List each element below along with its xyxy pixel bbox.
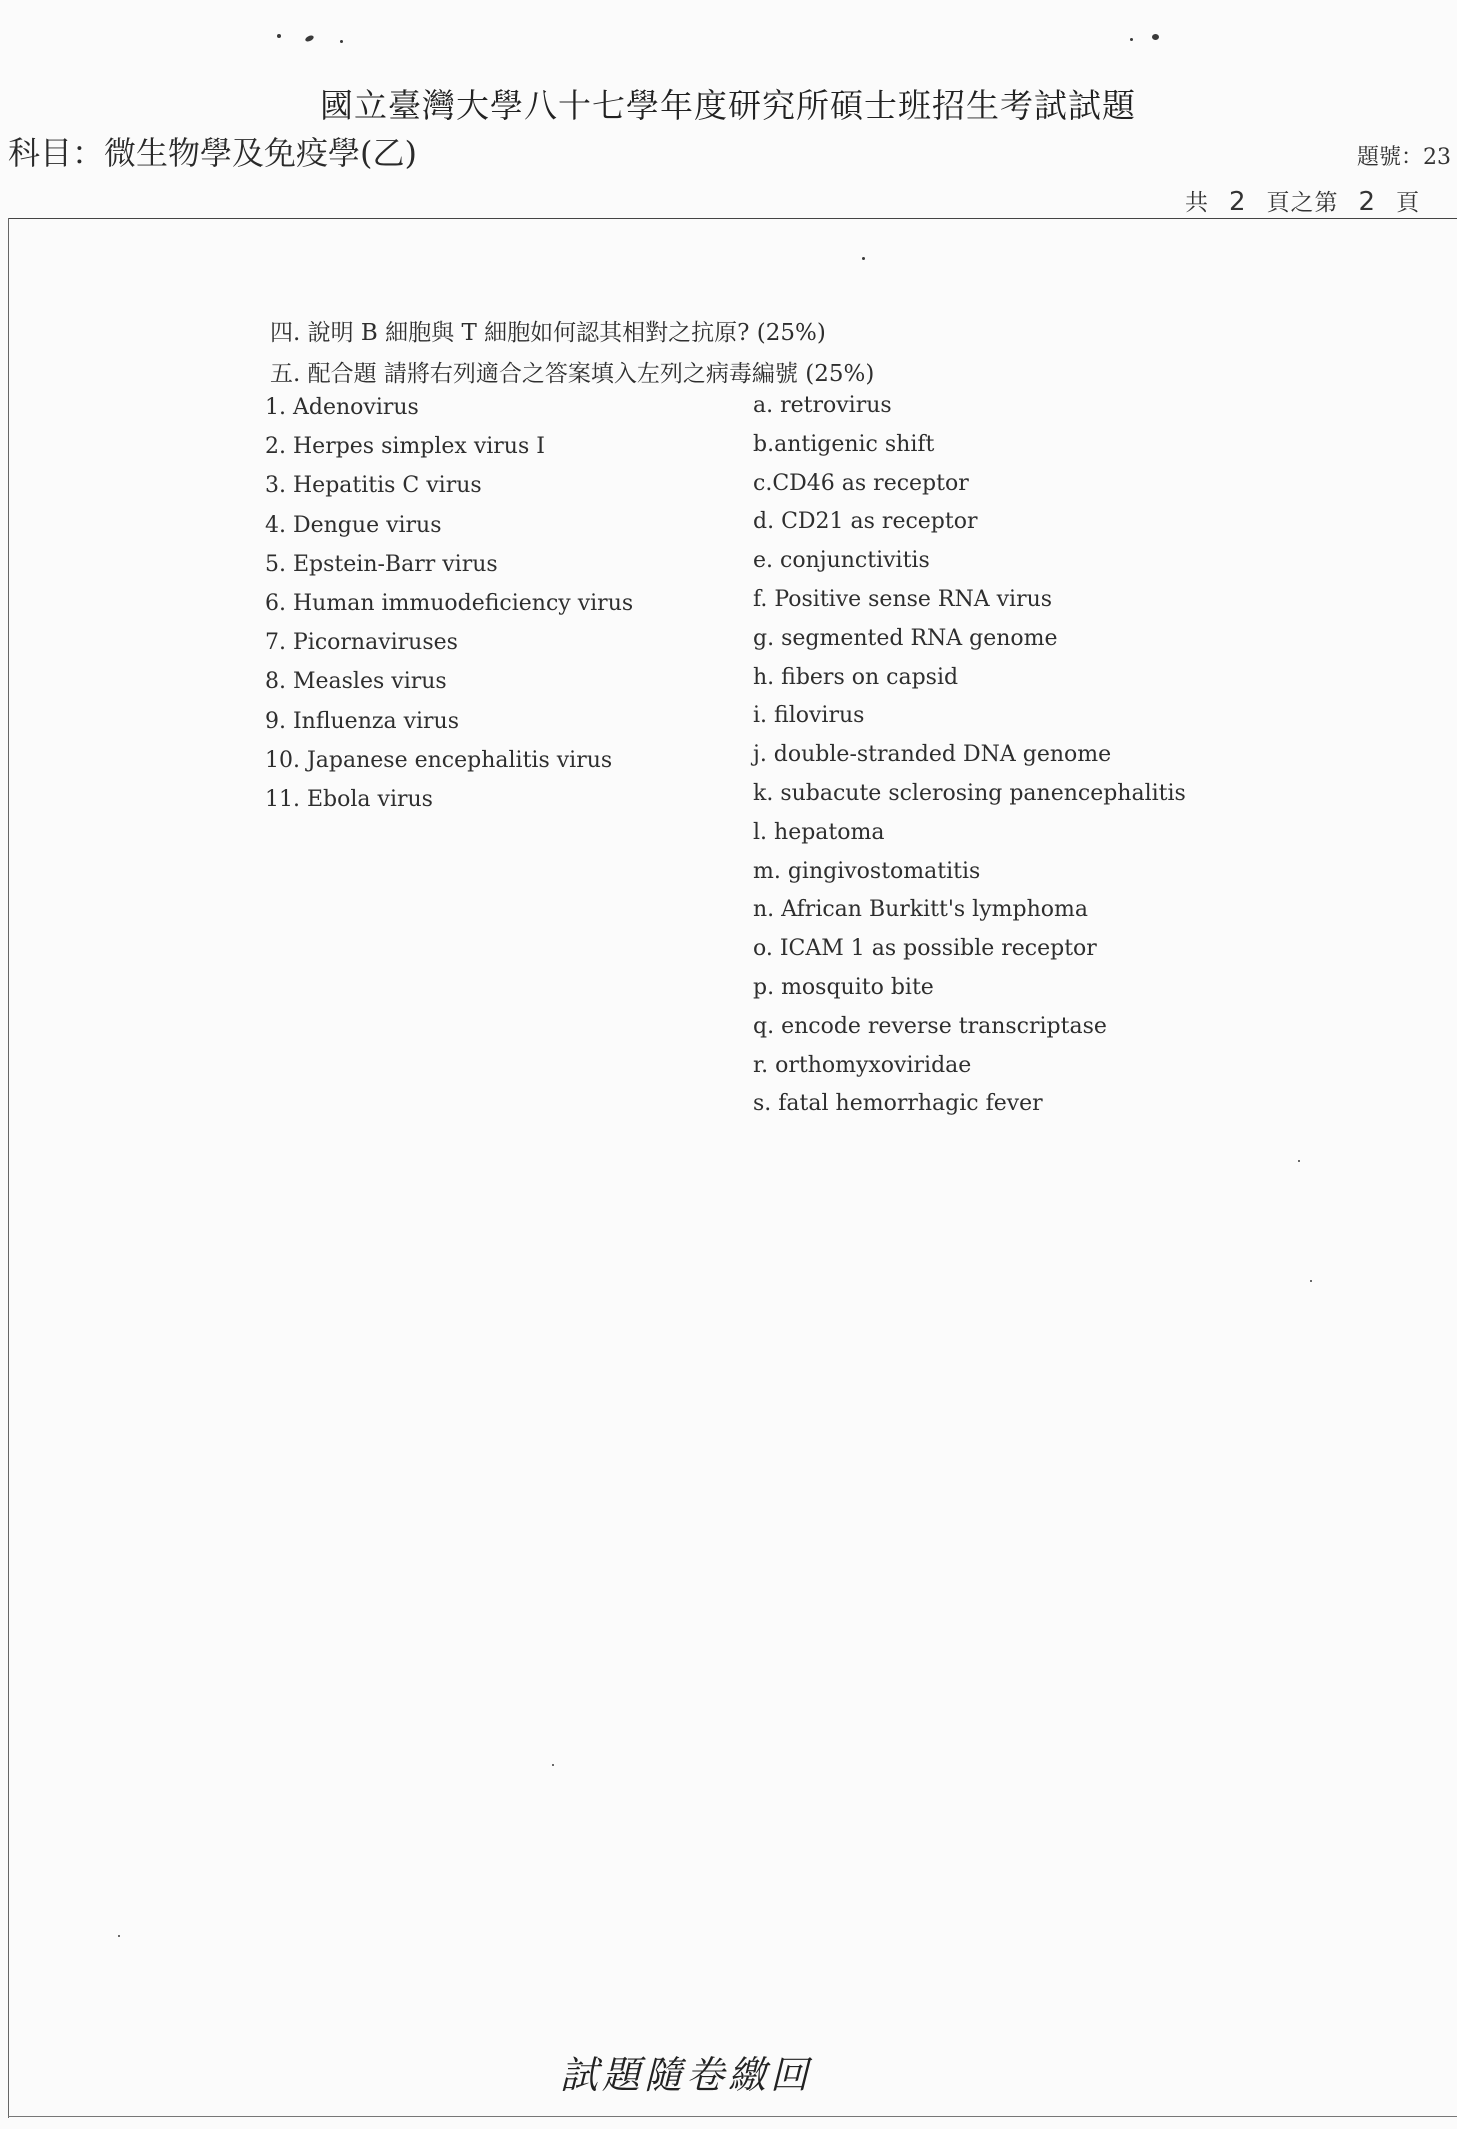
answer-item: l. hepatoma [753, 819, 885, 845]
scan-speck [1298, 1160, 1300, 1162]
answer-item: c.CD46 as receptor [753, 470, 969, 496]
answer-item: p. mosquito bite [753, 975, 934, 1000]
virus-item: 5. Epstein-Barr virus [265, 551, 498, 577]
scan-speck [340, 40, 343, 43]
page-total-prefix: 共 [1185, 190, 1209, 216]
virus-item: 4. Dengue virus [265, 512, 442, 538]
answer-item: f. Positive sense RNA virus [753, 587, 1053, 612]
answer-item: j. double-stranded DNA genome [753, 742, 1112, 768]
virus-item: 10. Japanese encephalitis virus [265, 747, 613, 773]
virus-item: 7. Picornaviruses [265, 630, 458, 656]
answer-item: b.antigenic shift [753, 431, 935, 457]
scan-speck [118, 1935, 120, 1937]
virus-item: 2. Herpes simplex virus I [265, 434, 545, 460]
page-current: 2 [1358, 187, 1377, 217]
exam-title: 國立臺灣大學八十七學年度研究所碩士班招生考試試題 [320, 86, 1136, 125]
scan-speck [1310, 1280, 1312, 1282]
answer-item: r. orthomyxoviridae [753, 1052, 972, 1078]
virus-item: 6. Human immuodeficiency virus [265, 591, 634, 616]
question-5: 五. 配合題 請將右列適合之答案填入左列之病毒編號 (25%) [270, 361, 875, 387]
answer-item: a. retrovirus [753, 393, 892, 418]
scan-speck [862, 257, 865, 260]
answer-item: k. subacute sclerosing panencephalitis [753, 781, 1186, 806]
answer-item: m. gingivostomatitis [753, 858, 981, 884]
page-mid: 頁之第 [1266, 190, 1339, 216]
scan-speck [1152, 34, 1159, 40]
answer-item: g. segmented RNA genome [753, 625, 1058, 651]
question-4: 四. 說明 B 細胞與 T 細胞如何認其相對之抗原? (25%) [270, 320, 826, 346]
virus-item: 9. Influenza virus [265, 708, 460, 734]
answer-item: o. ICAM 1 as possible receptor [753, 936, 1097, 962]
answer-item: s. fatal hemorrhagic fever [753, 1091, 1043, 1117]
subject-label: 科目：微生物學及免疫學(乙) [8, 134, 417, 172]
virus-item: 3. Hepatitis C virus [265, 473, 482, 499]
frame-bottom-border [8, 2116, 1457, 2117]
frame-left-border [8, 218, 9, 2118]
answer-item: q. encode reverse transcriptase [753, 1013, 1107, 1039]
question-number: 題號：23 [1357, 145, 1451, 170]
answer-item: n. African Burkitt's lymphoma [753, 897, 1088, 923]
virus-item: 11. Ebola virus [265, 787, 433, 812]
virus-item: 8. Measles virus [265, 669, 447, 695]
scan-speck [304, 34, 314, 42]
return-notice: 試題隨卷繳回 [560, 2053, 813, 2097]
frame-top-border [8, 218, 1457, 219]
answer-item: e. conjunctivitis [753, 548, 930, 574]
scan-speck [277, 34, 281, 38]
page-suffix: 頁 [1396, 190, 1421, 216]
scan-speck [1130, 38, 1133, 41]
answer-item: h. fibers on capsid [753, 664, 959, 690]
page-info [1185, 184, 1420, 217]
answer-item: i. filovirus [753, 703, 865, 729]
virus-item: 1. Adenovirus [265, 395, 419, 420]
page-total: 2 [1229, 187, 1247, 217]
scan-speck [552, 1764, 554, 1766]
answer-item: d. CD21 as receptor [753, 509, 978, 535]
